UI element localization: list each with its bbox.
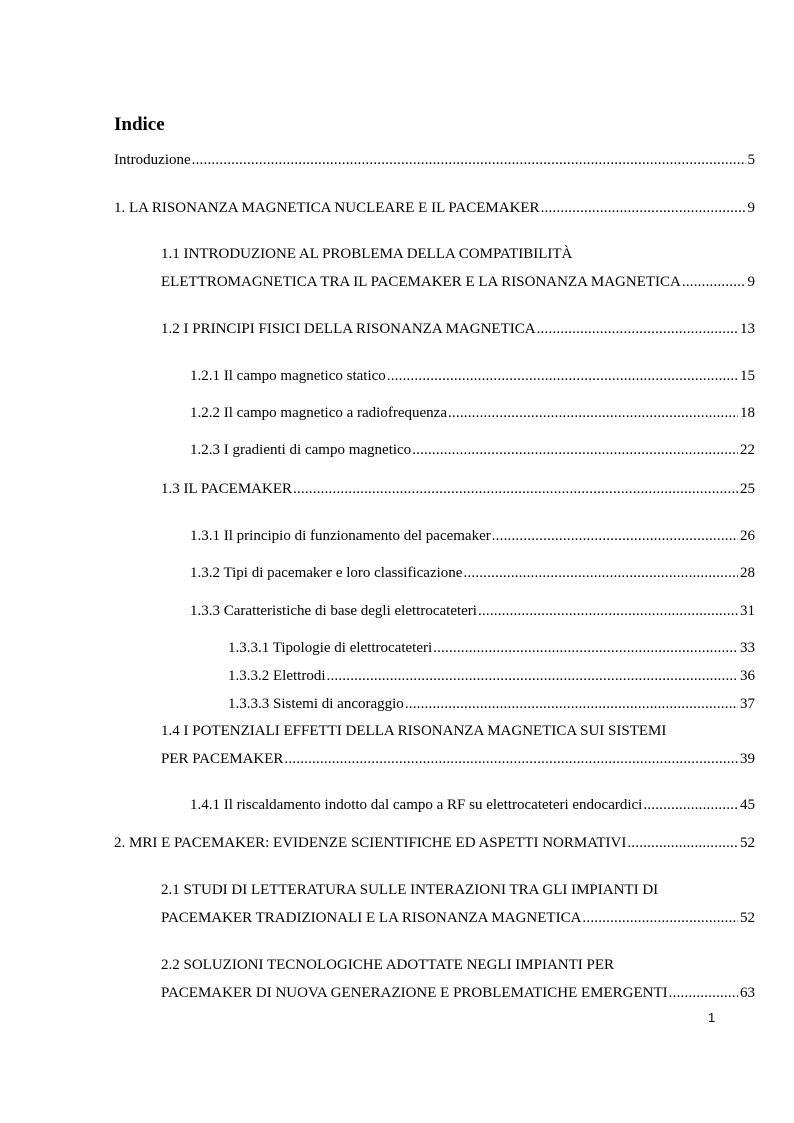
toc-entry-title: 1. LA RISONANZA MAGNETICA NUCLEARE E IL PACEMAKER <box>114 200 540 216</box>
toc-entry-1-2-2[interactable] <box>190 404 755 422</box>
toc-entry-1-4[interactable] <box>161 750 755 768</box>
toc-entry-1-3-3-1[interactable] <box>228 639 755 657</box>
toc-entry-1-3-3-3[interactable] <box>228 695 755 713</box>
toc-entry-title: 1.2.1 Il campo magnetico statico <box>190 368 386 384</box>
toc-entry-page: 18 <box>740 405 755 421</box>
toc-leader-dots <box>412 441 738 459</box>
toc-heading: Indice <box>114 114 165 135</box>
toc-entry-1-4-1[interactable] <box>190 796 755 814</box>
toc-entry-chapter-2[interactable] <box>114 834 755 852</box>
toc-leader-dots <box>537 320 738 338</box>
toc-entry-title: PACEMAKER DI NUOVA GENERAZIONE E PROBLEMATICHE EMERGENTI <box>161 985 668 1001</box>
toc-entry-title: 1.3.3.2 Elettrodi <box>228 668 326 684</box>
toc-entry-1-3-3[interactable] <box>190 602 755 620</box>
toc-leader-dots <box>284 750 738 768</box>
toc-entry-title: PACEMAKER TRADIZIONALI E LA RISONANZA MAGNETICA <box>161 910 582 926</box>
toc-entry-title: 1.3.2 Tipi di pacemaker e loro classificazione <box>190 565 463 581</box>
toc-entry-2-2-line1[interactable]: 2.2 SOLUZIONI TECNOLOGICHE ADOTTATE NEGLI IMPIANTI PER <box>161 957 615 973</box>
toc-entry-1-3-3-2[interactable] <box>228 667 755 685</box>
toc-entry-page: 39 <box>740 751 755 767</box>
toc-entry-page: 22 <box>740 442 755 458</box>
toc-entry-1-2[interactable] <box>161 320 755 338</box>
toc-entry-page: 52 <box>740 835 755 851</box>
toc-entry-title: 1.2 I PRINCIPI FISICI DELLA RISONANZA MAGNETICA <box>161 321 536 337</box>
toc-entry-title: 1.3.3.1 Tipologie di elettrocateteri <box>228 640 433 656</box>
toc-entry-page: 26 <box>740 528 755 544</box>
toc-entry-page: 45 <box>740 797 755 813</box>
toc-leader-dots <box>192 151 746 169</box>
toc-entry-1-3-1[interactable] <box>190 527 755 545</box>
toc-entry-page: 15 <box>740 368 755 384</box>
toc-entry-page: 9 <box>747 200 755 216</box>
toc-leader-dots <box>669 984 738 1002</box>
toc-leader-dots <box>492 527 738 545</box>
toc-entry-page: 25 <box>740 481 755 497</box>
toc-entry-page: 9 <box>747 274 755 290</box>
toc-entry-title: 1.2.3 I gradienti di campo magnetico <box>190 442 412 458</box>
toc-entry-1-2-3[interactable] <box>190 441 755 459</box>
toc-entry-page: 37 <box>740 696 755 712</box>
toc-entry-1-4-line1[interactable]: 1.4 I POTENZIALI EFFETTI DELLA RISONANZA MAGNETICA SUI SISTEMI <box>161 723 667 739</box>
toc-entry-page: 28 <box>740 565 755 581</box>
toc-leader-dots <box>433 639 738 657</box>
toc-entry-2-2[interactable] <box>161 984 755 1002</box>
page-number: 1 <box>708 1010 716 1025</box>
toc-entry-page: 52 <box>740 910 755 926</box>
toc-entry-page: 36 <box>740 668 755 684</box>
toc-entry-page: 63 <box>740 985 755 1001</box>
toc-entry-2-1[interactable] <box>161 909 755 927</box>
toc-leader-dots <box>627 834 738 852</box>
toc-entry-page: 33 <box>740 640 755 656</box>
toc-entry-title: 1.2.2 Il campo magnetico a radiofrequenza <box>190 405 447 421</box>
toc-leader-dots <box>405 695 738 713</box>
toc-entry-chapter-1[interactable] <box>114 199 755 217</box>
toc-entry-title: 1.3 IL PACEMAKER <box>161 481 292 497</box>
toc-entry-page: 13 <box>740 321 755 337</box>
toc-leader-dots <box>448 404 738 422</box>
toc-leader-dots <box>478 602 738 620</box>
toc-entry-title: 2. MRI E PACEMAKER: EVIDENZE SCIENTIFICHE ED ASPETTI NORMATIVI <box>114 835 627 851</box>
toc-entry-page: 31 <box>740 603 755 619</box>
toc-entry-title: 1.3.3 Caratteristiche di base degli elettrocateteri <box>190 603 477 619</box>
toc-entry-1-1[interactable] <box>161 273 755 291</box>
toc-leader-dots <box>327 667 739 685</box>
toc-entry-1-3-2[interactable] <box>190 564 755 582</box>
toc-leader-dots <box>293 480 738 498</box>
toc-entry-title: Introduzione <box>114 152 191 168</box>
toc-entry-title: 1.4.1 Il riscaldamento indotto dal campo a RF su elettrocateteri endocardici <box>190 797 643 813</box>
toc-entry-title: ELETTROMAGNETICA TRA IL PACEMAKER E LA RISONANZA MAGNETICA <box>161 274 681 290</box>
toc-entry-title: PER PACEMAKER <box>161 751 284 767</box>
toc-entry-1-2-1[interactable] <box>190 367 755 385</box>
toc-entry-2-1-line1[interactable]: 2.1 STUDI DI LETTERATURA SULLE INTERAZIONI TRA GLI IMPIANTI DI <box>161 882 659 898</box>
toc-leader-dots <box>463 564 738 582</box>
toc-entry-title: 1.3.1 Il principio di funzionamento del pacemaker <box>190 528 491 544</box>
toc-leader-dots <box>682 273 746 291</box>
toc-entry-title: 1.3.3.3 Sistemi di ancoraggio <box>228 696 404 712</box>
toc-entry-1-1-line1[interactable]: 1.1 INTRODUZIONE AL PROBLEMA DELLA COMPATIBILITÀ <box>161 246 573 262</box>
toc-entry-introduzione[interactable] <box>114 151 755 169</box>
toc-leader-dots <box>541 199 746 217</box>
toc-entry-1-3[interactable] <box>161 480 755 498</box>
toc-leader-dots <box>387 367 738 385</box>
toc-leader-dots <box>582 909 738 927</box>
toc-entry-page: 5 <box>747 152 755 168</box>
toc-leader-dots <box>643 796 738 814</box>
